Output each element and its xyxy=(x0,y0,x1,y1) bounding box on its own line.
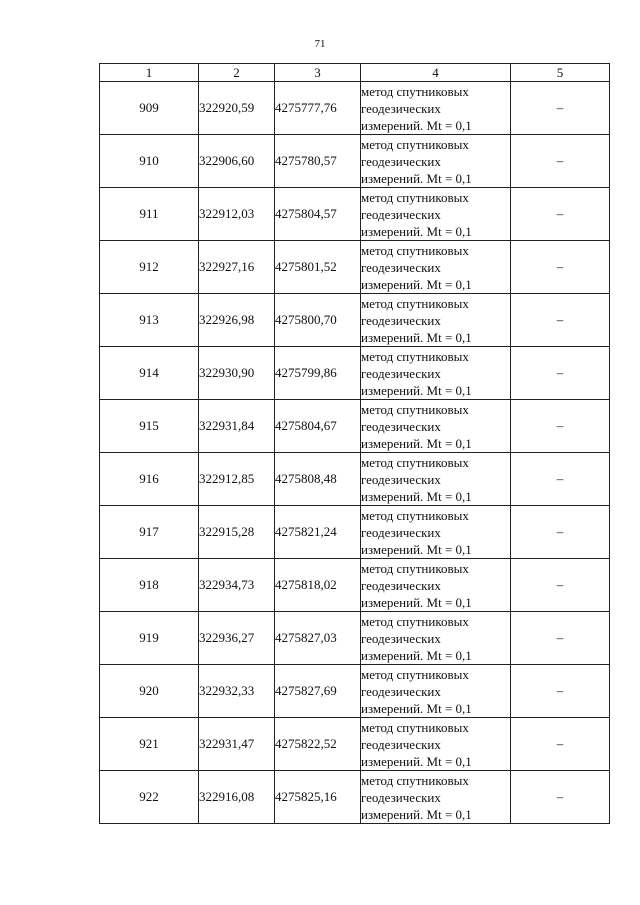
point-number-cell: 921 xyxy=(100,718,199,771)
column-header-1: 1 xyxy=(100,64,199,82)
method-text-line: геодезических xyxy=(361,524,441,540)
method-text-line: метод спутниковых xyxy=(361,348,469,364)
method-text-line: метод спутниковых xyxy=(361,613,469,629)
y-coordinate-cell: 4275808,48 xyxy=(275,453,361,506)
table-row xyxy=(100,135,610,188)
method-cell xyxy=(361,506,511,559)
method-text-line: измерений. Mt = 0,1 xyxy=(361,117,472,133)
note-cell: – xyxy=(511,665,610,718)
method-text-line: измерений. Mt = 0,1 xyxy=(361,594,472,610)
x-coordinate-cell: 322930,90 xyxy=(199,347,275,400)
y-coordinate-cell: 4275800,70 xyxy=(275,294,361,347)
table-row xyxy=(100,559,610,612)
method-text-line: метод спутниковых xyxy=(361,242,469,258)
method-text-line: геодезических xyxy=(361,577,441,593)
table-row xyxy=(100,347,610,400)
point-number-cell: 916 xyxy=(100,453,199,506)
point-number-cell: 913 xyxy=(100,294,199,347)
coordinates-table xyxy=(99,63,610,824)
table-row xyxy=(100,82,610,135)
method-text-line: геодезических xyxy=(361,100,441,116)
method-text-line: геодезических xyxy=(361,683,441,699)
note-cell: – xyxy=(511,347,610,400)
x-coordinate-cell: 322912,03 xyxy=(199,188,275,241)
note-cell: – xyxy=(511,612,610,665)
note-cell: – xyxy=(511,188,610,241)
method-cell xyxy=(361,294,511,347)
table-row xyxy=(100,241,610,294)
method-text-line: измерений. Mt = 0,1 xyxy=(361,276,472,292)
x-coordinate-cell: 322926,98 xyxy=(199,294,275,347)
method-text-line: метод спутниковых xyxy=(361,772,469,788)
column-header-5: 5 xyxy=(511,64,610,82)
note-cell: – xyxy=(511,294,610,347)
method-text-line: измерений. Mt = 0,1 xyxy=(361,806,472,822)
method-text-line: геодезических xyxy=(361,471,441,487)
method-text-line: измерений. Mt = 0,1 xyxy=(361,382,472,398)
x-coordinate-cell: 322931,84 xyxy=(199,400,275,453)
method-cell xyxy=(361,771,511,824)
x-coordinate-cell: 322906,60 xyxy=(199,135,275,188)
method-text-line: измерений. Mt = 0,1 xyxy=(361,435,472,451)
y-coordinate-cell: 4275777,76 xyxy=(275,82,361,135)
method-text-line: измерений. Mt = 0,1 xyxy=(361,647,472,663)
method-cell xyxy=(361,82,511,135)
method-text-line: измерений. Mt = 0,1 xyxy=(361,329,472,345)
method-text-line: метод спутниковых xyxy=(361,295,469,311)
y-coordinate-cell: 4275821,24 xyxy=(275,506,361,559)
method-text-line: измерений. Mt = 0,1 xyxy=(361,700,472,716)
x-coordinate-cell: 322927,16 xyxy=(199,241,275,294)
method-text-line: геодезических xyxy=(361,365,441,381)
method-text-line: измерений. Mt = 0,1 xyxy=(361,170,472,186)
point-number-cell: 909 xyxy=(100,82,199,135)
x-coordinate-cell: 322936,27 xyxy=(199,612,275,665)
method-cell xyxy=(361,718,511,771)
x-coordinate-cell: 322931,47 xyxy=(199,718,275,771)
y-coordinate-cell: 4275822,52 xyxy=(275,718,361,771)
method-cell xyxy=(361,135,511,188)
method-cell xyxy=(361,612,511,665)
method-text-line: геодезических xyxy=(361,153,441,169)
table-row xyxy=(100,665,610,718)
method-text-line: метод спутниковых xyxy=(361,401,469,417)
method-text-line: геодезических xyxy=(361,630,441,646)
note-cell: – xyxy=(511,241,610,294)
x-coordinate-cell: 322934,73 xyxy=(199,559,275,612)
column-header-3: 3 xyxy=(275,64,361,82)
method-text-line: метод спутниковых xyxy=(361,560,469,576)
method-text-line: метод спутниковых xyxy=(361,666,469,682)
column-header-2: 2 xyxy=(199,64,275,82)
method-cell xyxy=(361,665,511,718)
method-text-line: метод спутниковых xyxy=(361,136,469,152)
y-coordinate-cell: 4275825,16 xyxy=(275,771,361,824)
method-text-line: метод спутниковых xyxy=(361,189,469,205)
note-cell: – xyxy=(511,559,610,612)
method-cell xyxy=(361,400,511,453)
method-text-line: геодезических xyxy=(361,206,441,222)
method-text-line: метод спутниковых xyxy=(361,719,469,735)
table-row xyxy=(100,294,610,347)
x-coordinate-cell: 322912,85 xyxy=(199,453,275,506)
table-row xyxy=(100,453,610,506)
y-coordinate-cell: 4275827,69 xyxy=(275,665,361,718)
y-coordinate-cell: 4275804,57 xyxy=(275,188,361,241)
x-coordinate-cell: 322932,33 xyxy=(199,665,275,718)
table-header-row xyxy=(100,64,610,82)
method-text-line: геодезических xyxy=(361,789,441,805)
method-text-line: измерений. Mt = 0,1 xyxy=(361,488,472,504)
note-cell: – xyxy=(511,506,610,559)
method-cell xyxy=(361,241,511,294)
method-cell xyxy=(361,188,511,241)
x-coordinate-cell: 322915,28 xyxy=(199,506,275,559)
point-number-cell: 917 xyxy=(100,506,199,559)
method-text-line: измерений. Mt = 0,1 xyxy=(361,223,472,239)
note-cell: – xyxy=(511,400,610,453)
point-number-cell: 919 xyxy=(100,612,199,665)
table-row xyxy=(100,400,610,453)
method-text-line: измерений. Mt = 0,1 xyxy=(361,753,472,769)
method-text-line: измерений. Mt = 0,1 xyxy=(361,541,472,557)
point-number-cell: 920 xyxy=(100,665,199,718)
note-cell: – xyxy=(511,135,610,188)
method-text-line: геодезических xyxy=(361,312,441,328)
point-number-cell: 912 xyxy=(100,241,199,294)
table-row xyxy=(100,506,610,559)
column-header-4: 4 xyxy=(361,64,511,82)
note-cell: – xyxy=(511,718,610,771)
x-coordinate-cell: 322920,59 xyxy=(199,82,275,135)
method-cell xyxy=(361,559,511,612)
method-text-line: метод спутниковых xyxy=(361,83,469,99)
method-text-line: геодезических xyxy=(361,259,441,275)
table-body xyxy=(100,82,610,824)
method-cell xyxy=(361,453,511,506)
note-cell: – xyxy=(511,453,610,506)
table-row xyxy=(100,612,610,665)
method-text-line: метод спутниковых xyxy=(361,507,469,523)
method-text-line: геодезических xyxy=(361,736,441,752)
y-coordinate-cell: 4275780,57 xyxy=(275,135,361,188)
point-number-cell: 914 xyxy=(100,347,199,400)
table-row xyxy=(100,718,610,771)
point-number-cell: 922 xyxy=(100,771,199,824)
point-number-cell: 910 xyxy=(100,135,199,188)
y-coordinate-cell: 4275827,03 xyxy=(275,612,361,665)
table-row xyxy=(100,771,610,824)
page-number: 71 xyxy=(314,38,326,50)
point-number-cell: 918 xyxy=(100,559,199,612)
point-number-cell: 911 xyxy=(100,188,199,241)
method-cell xyxy=(361,347,511,400)
method-text-line: метод спутниковых xyxy=(361,454,469,470)
table-row xyxy=(100,188,610,241)
y-coordinate-cell: 4275801,52 xyxy=(275,241,361,294)
y-coordinate-cell: 4275804,67 xyxy=(275,400,361,453)
note-cell: – xyxy=(511,82,610,135)
point-number-cell: 915 xyxy=(100,400,199,453)
y-coordinate-cell: 4275799,86 xyxy=(275,347,361,400)
note-cell: – xyxy=(511,771,610,824)
y-coordinate-cell: 4275818,02 xyxy=(275,559,361,612)
x-coordinate-cell: 322916,08 xyxy=(199,771,275,824)
method-text-line: геодезических xyxy=(361,418,441,434)
